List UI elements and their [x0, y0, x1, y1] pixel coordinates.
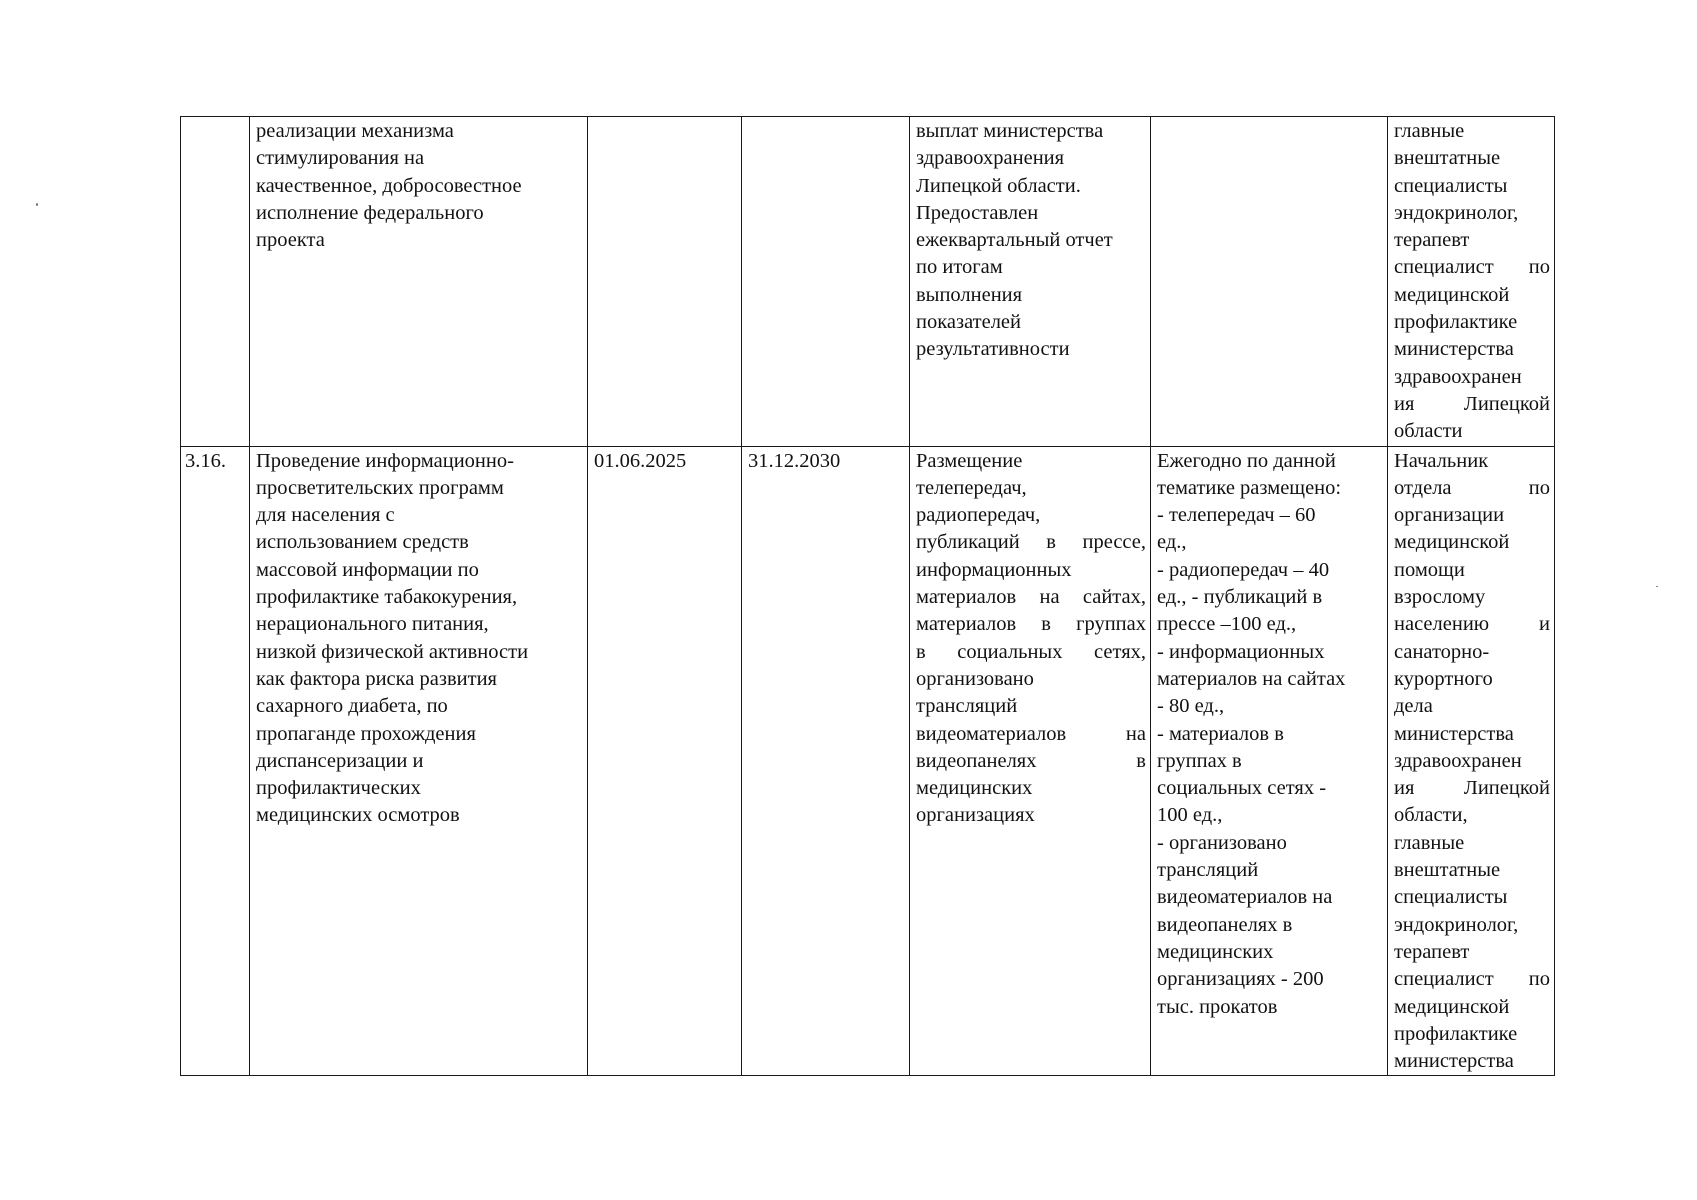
- scan-speck: [1656, 586, 1658, 587]
- text-line: показателей: [916, 311, 1021, 334]
- text-line: профилактике табакокурения,: [256, 586, 518, 609]
- plan-table: [180, 116, 1555, 1076]
- text-line: Ежегодно по данной: [1157, 449, 1336, 472]
- text-line: прессе –100 ед.,: [1157, 613, 1297, 636]
- text-line: диспансеризации и: [256, 749, 424, 772]
- text-line: пропаганде прохождения: [256, 722, 476, 745]
- event-text: [256, 448, 583, 830]
- text-line: медицинской: [1394, 995, 1510, 1018]
- text-line: ежеквартальный отчет: [916, 229, 1113, 252]
- text-line: телепередач,: [916, 476, 1027, 499]
- text-line: сахарного диабета, по: [256, 695, 448, 718]
- text-line: нерационального питания,: [256, 613, 489, 636]
- text-line: проекта: [256, 229, 325, 252]
- text-line: материалов на сайтах,: [916, 586, 1146, 609]
- text-line: медицинской: [1394, 531, 1510, 554]
- text-line: выплат министерства: [916, 120, 1104, 142]
- text-line: медицинских осмотров: [256, 804, 460, 827]
- text-line: внештатные: [1394, 147, 1501, 170]
- scan-speck: [36, 203, 38, 206]
- start-date-cell: [588, 117, 742, 447]
- text-line: Размещение: [916, 449, 1023, 472]
- text-line: по итогам: [916, 256, 1003, 279]
- text-line: видеоматериалов на: [1157, 886, 1333, 909]
- text-line: отдела по: [1394, 476, 1550, 499]
- text-line: организовано: [916, 667, 1034, 690]
- text-line: материалов на сайтах: [1157, 667, 1346, 690]
- row-number-cell: 3.16.: [181, 446, 250, 1076]
- text-line: организации: [1394, 504, 1505, 527]
- result-text: [916, 448, 1146, 830]
- text-line: ед.,: [1157, 531, 1187, 554]
- text-line: области,: [1394, 804, 1468, 827]
- text-line: дела: [1394, 695, 1433, 718]
- text-line: группах в: [1157, 749, 1242, 772]
- indicator-cell: [1151, 446, 1388, 1076]
- text-line: области: [1394, 420, 1463, 443]
- text-line: профилактических: [256, 777, 421, 800]
- text-line: тематике размещено:: [1157, 476, 1342, 499]
- indicator-cell: [1151, 117, 1388, 447]
- result-cell: [910, 446, 1151, 1076]
- text-line: министерства: [1394, 722, 1514, 745]
- text-line: главные: [1394, 120, 1465, 142]
- text-line: профилактике: [1394, 311, 1518, 334]
- text-line: эндокринолог,: [1394, 913, 1519, 936]
- text-line: трансляций: [916, 695, 1018, 718]
- text-line: профилактике: [1394, 1022, 1518, 1045]
- event-text: [256, 118, 583, 254]
- end-date-cell: 31.12.2030: [742, 446, 910, 1076]
- responsible-cell: [1388, 117, 1555, 447]
- text-line: внештатные: [1394, 859, 1501, 882]
- indicator-text: [1157, 448, 1383, 1021]
- text-line: санаторно-: [1394, 640, 1490, 663]
- text-line: министерства: [1394, 338, 1514, 361]
- text-line: использованием средств: [256, 531, 469, 554]
- text-line: Предоставлен: [916, 201, 1039, 224]
- text-line: низкой физической активности: [256, 640, 529, 663]
- text-line: специалист по: [1394, 256, 1550, 279]
- text-line: эндокринолог,: [1394, 201, 1519, 224]
- text-line: главные: [1394, 831, 1465, 854]
- text-line: медицинских: [1157, 940, 1274, 963]
- event-cell: [250, 117, 588, 447]
- text-line: здравоохранения: [916, 147, 1065, 170]
- text-line: тыс. прокатов: [1157, 995, 1278, 1018]
- text-line: выполнения: [916, 283, 1023, 306]
- text-line: радиопередач,: [916, 504, 1041, 527]
- text-line: медицинских: [916, 777, 1033, 800]
- text-line: Проведение информационно-: [256, 449, 514, 472]
- text-line: здравоохранен: [1394, 365, 1522, 388]
- result-cell: [910, 117, 1151, 447]
- text-line: министерства: [1394, 1050, 1514, 1073]
- table-row: [181, 117, 1555, 447]
- text-line: помощи: [1394, 558, 1465, 581]
- text-line: результативности: [916, 338, 1070, 361]
- text-line: видеоматериалов на: [916, 722, 1146, 745]
- event-cell: [250, 446, 588, 1076]
- start-date-cell: 01.06.2025: [588, 446, 742, 1076]
- text-line: просветительских программ: [256, 476, 504, 499]
- text-line: - радиопередач – 40: [1157, 558, 1330, 581]
- text-line: для населения с: [256, 504, 395, 527]
- text-line: специалисты: [1394, 886, 1508, 909]
- text-line: исполнение федерального: [256, 201, 484, 224]
- table-row: [181, 446, 1555, 1076]
- text-line: - организовано: [1157, 831, 1287, 854]
- responsible-cell: [1388, 446, 1555, 1076]
- text-line: взрослому: [1394, 586, 1486, 609]
- text-line: специалисты: [1394, 174, 1508, 197]
- text-line: ед., - публикаций в: [1157, 586, 1323, 609]
- text-line: реализации механизма: [256, 120, 454, 142]
- result-text: [916, 118, 1146, 364]
- text-line: медицинской: [1394, 283, 1510, 306]
- row-number-cell: [181, 117, 250, 447]
- text-line: видеопанелях в: [1157, 913, 1293, 936]
- text-line: качественное, добросовестное: [256, 174, 522, 197]
- text-line: организациях - 200: [1157, 968, 1324, 991]
- text-line: стимулирования на: [256, 147, 425, 170]
- end-date-cell: [742, 117, 910, 447]
- text-line: материалов в группах: [916, 613, 1146, 636]
- text-line: информационных: [916, 558, 1072, 581]
- text-line: терапевт: [1394, 940, 1470, 963]
- text-line: - информационных: [1157, 640, 1325, 663]
- text-line: населению и: [1394, 613, 1550, 636]
- text-line: публикаций в прессе,: [916, 531, 1146, 554]
- text-line: 100 ед.,: [1157, 804, 1223, 827]
- text-line: трансляций: [1157, 859, 1259, 882]
- text-line: ия Липецкой: [1394, 392, 1550, 415]
- text-line: терапевт: [1394, 229, 1470, 252]
- text-line: как фактора риска развития: [256, 667, 497, 690]
- text-line: видеопанелях в: [916, 749, 1146, 772]
- text-line: социальных сетях -: [1157, 777, 1327, 800]
- text-line: - 80 ед.,: [1157, 695, 1225, 718]
- text-line: в социальных сетях,: [916, 640, 1146, 663]
- responsible-text: [1394, 118, 1550, 446]
- text-line: специалист по: [1394, 968, 1550, 991]
- text-line: курортного: [1394, 667, 1493, 690]
- text-line: - телепередач – 60: [1157, 504, 1316, 527]
- responsible-text: [1394, 448, 1550, 1076]
- text-line: ия Липецкой: [1394, 777, 1550, 800]
- text-line: Начальник: [1394, 449, 1489, 472]
- text-line: организациях: [916, 804, 1035, 827]
- text-line: здравоохранен: [1394, 749, 1522, 772]
- text-line: массовой информации по: [256, 558, 479, 581]
- text-line: - материалов в: [1157, 722, 1284, 745]
- text-line: Липецкой области.: [916, 174, 1081, 197]
